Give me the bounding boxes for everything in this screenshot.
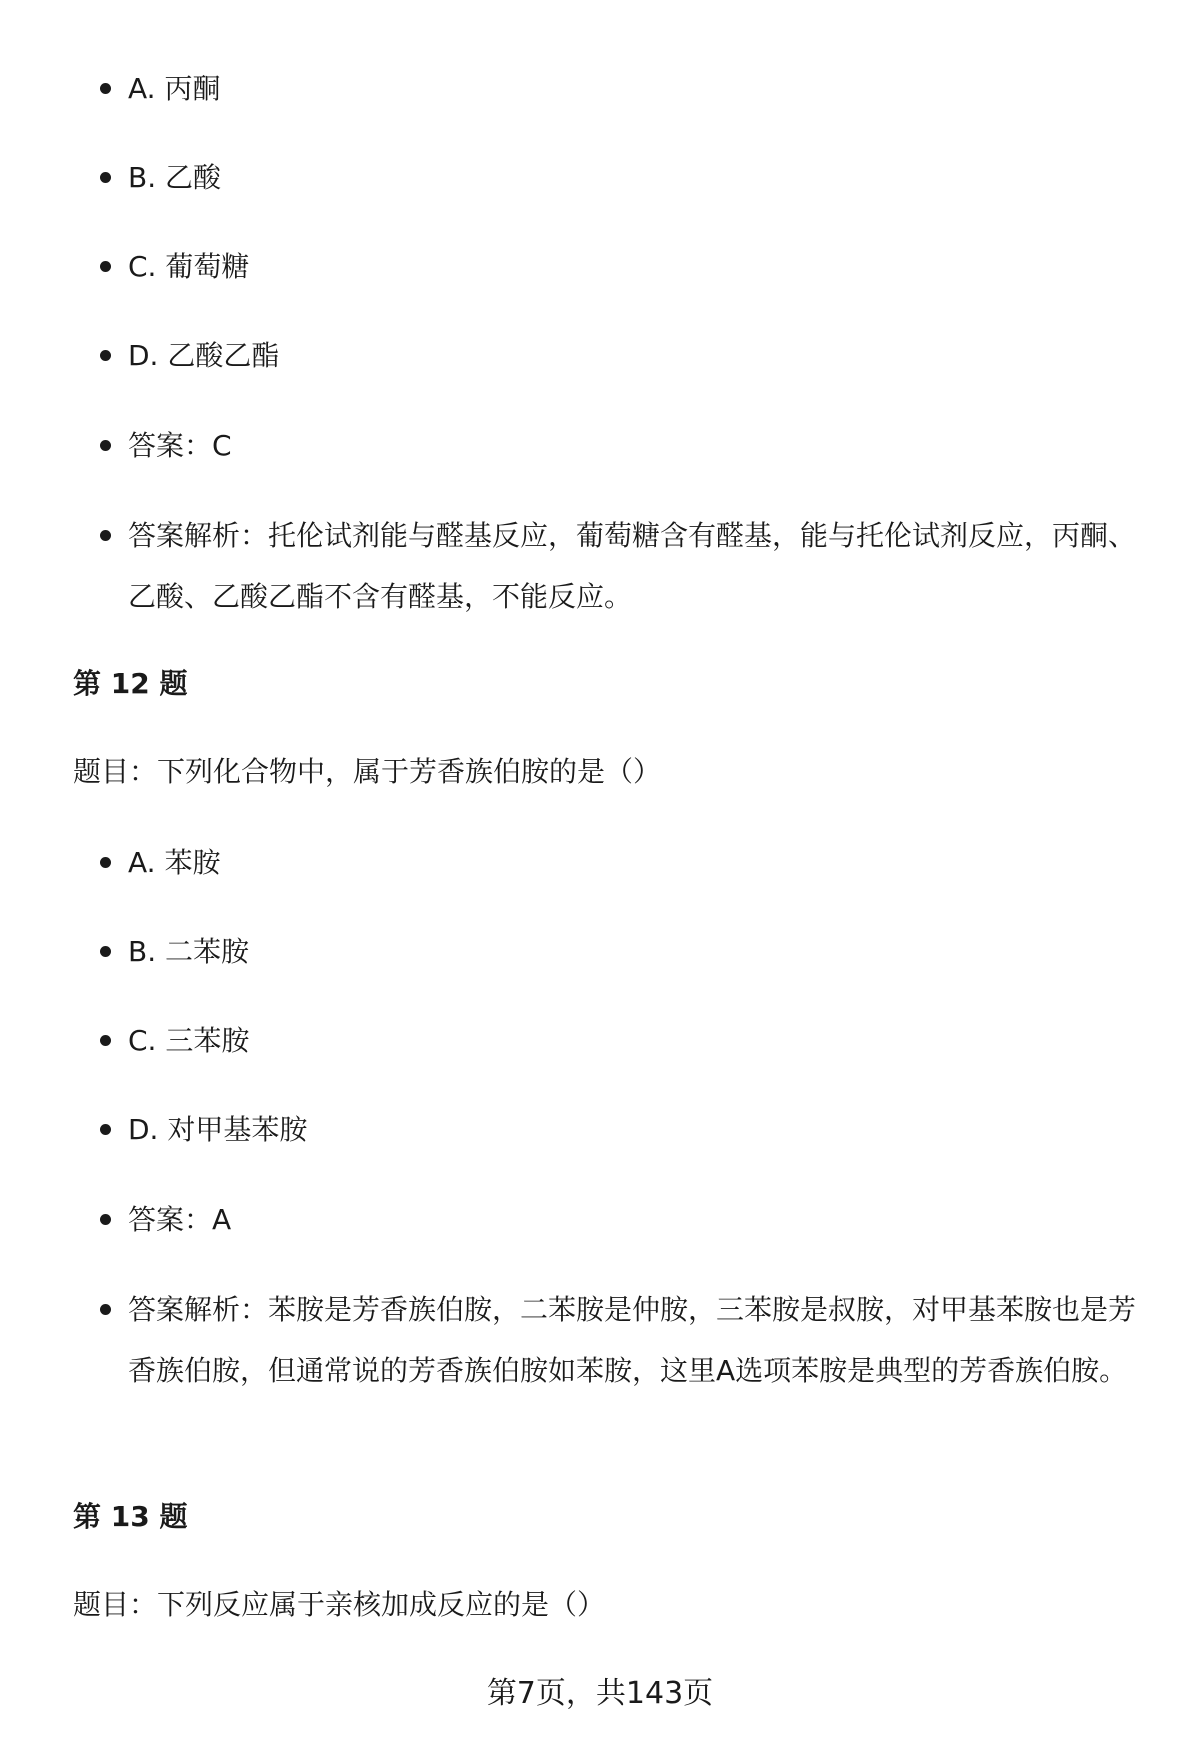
option-c: C. 三苯胺 [128, 1010, 1138, 1071]
option-c: C. 葡萄糖 [128, 236, 1138, 297]
question-13-stem: 题目：下列反应属于亲核加成反应的是（） [73, 1588, 606, 1621]
option-a: A. 苯胺 [128, 832, 1138, 893]
answer: 答案：C [128, 415, 1138, 476]
option-d: D. 对甲基苯胺 [128, 1099, 1138, 1160]
question-13-heading: 第 13 题 [73, 1500, 188, 1533]
question-12-stem: 题目：下列化合物中，属于芳香族伯胺的是（） [73, 755, 662, 788]
question-12-heading: 第 12 题 [73, 667, 188, 700]
answer-explanation: 答案解析：托伦试剂能与醛基反应，葡萄糖含有醛基，能与托伦试剂反应，丙酮、乙酸、乙酸乙酯不含有醛基，不能反应。 [128, 505, 1138, 627]
option-b: B. 二苯胺 [128, 921, 1138, 982]
answer: 答案：A [128, 1189, 1138, 1250]
option-d: D. 乙酸乙酯 [128, 325, 1138, 386]
answer-explanation: 答案解析：苯胺是芳香族伯胺，二苯胺是仲胺，三苯胺是叔胺，对甲基苯胺也是芳香族伯胺，但通常说的芳香族伯胺如苯胺，这里A选项苯胺是典型的芳香族伯胺。 [128, 1279, 1138, 1401]
page-indicator: 第7页，共143页 [486, 1676, 714, 1711]
option-b: B. 乙酸 [128, 147, 1138, 208]
option-a: A. 丙酮 [128, 58, 1138, 119]
